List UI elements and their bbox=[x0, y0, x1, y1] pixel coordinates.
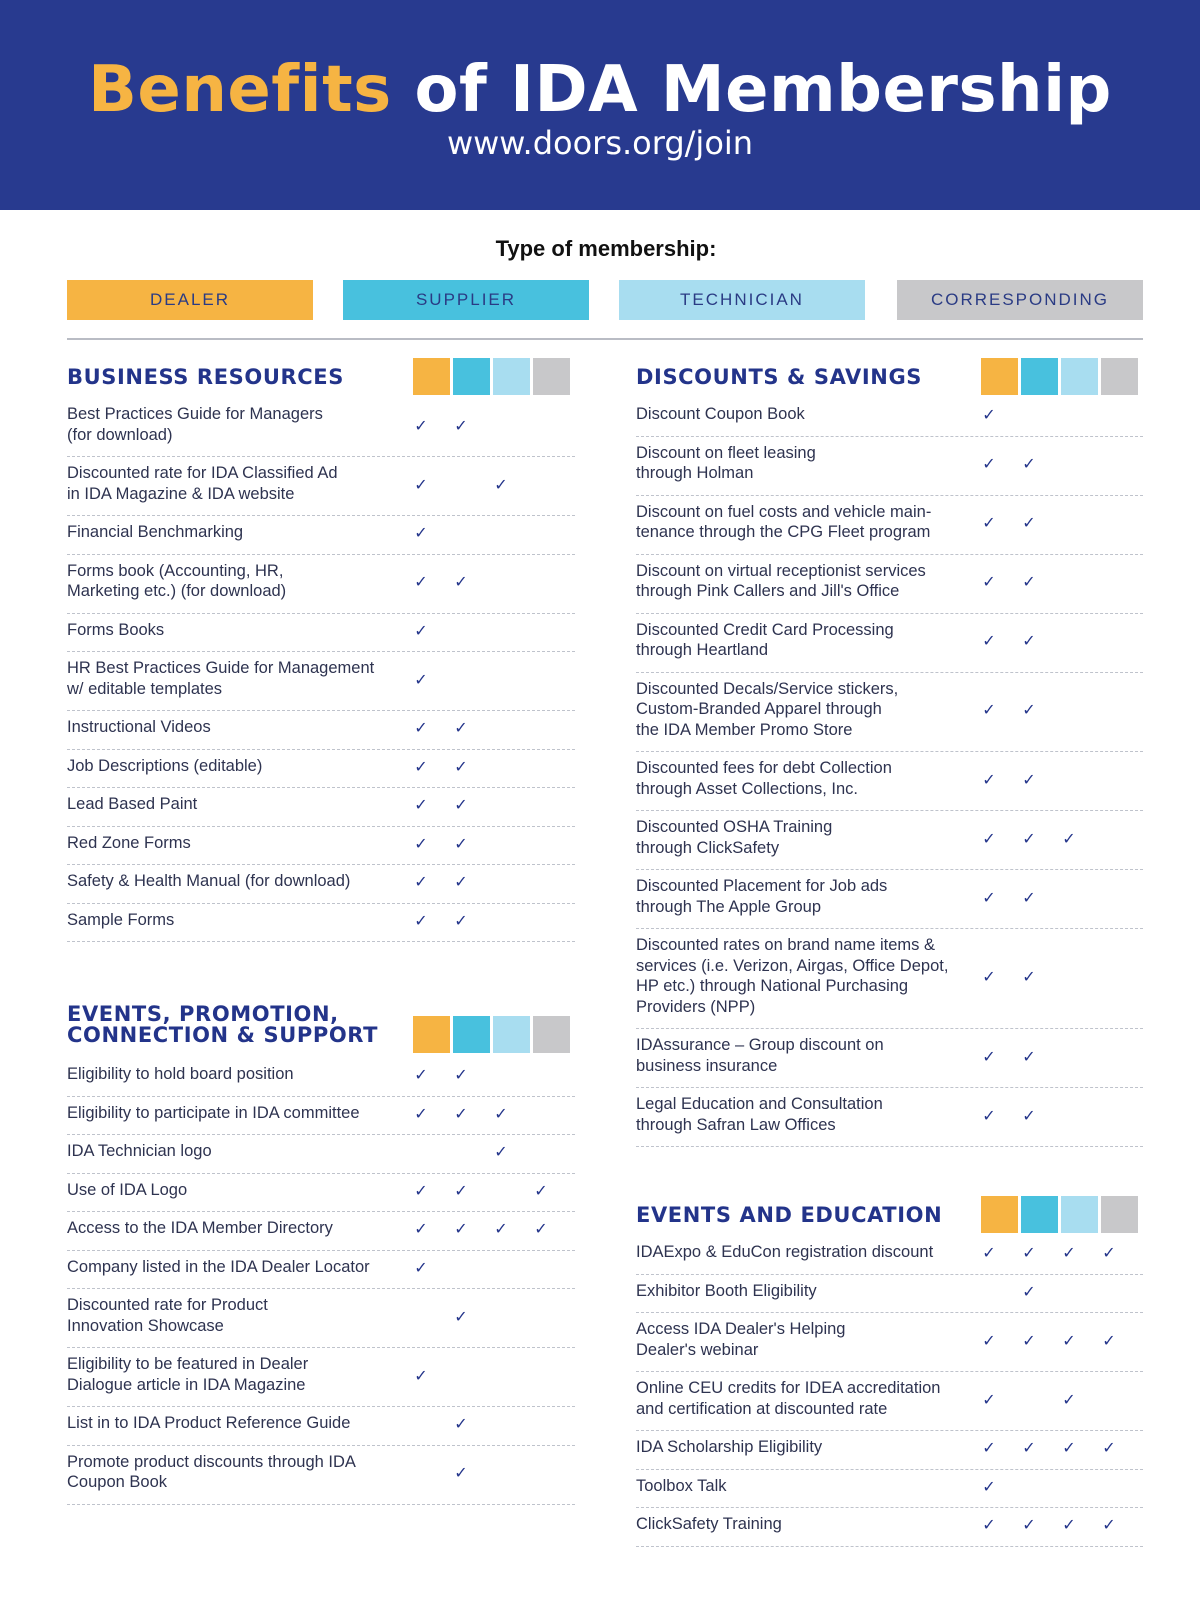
check-icon-dealer: ✓ bbox=[414, 620, 428, 640]
benefit-label: Legal Education and Consultation through Safran Law Offices bbox=[636, 1095, 883, 1134]
section-header bbox=[67, 358, 575, 398]
check-icon-supplier: ✓ bbox=[454, 1463, 468, 1482]
check-icon-supplier: ✓ bbox=[454, 833, 468, 853]
check-icon-dealer: ✓ bbox=[982, 1330, 996, 1350]
benefit-list bbox=[636, 1236, 1143, 1547]
check-icon-supplier: ✓ bbox=[1022, 967, 1036, 986]
benefit-row bbox=[636, 1029, 1143, 1088]
membership-type-legend bbox=[67, 280, 1143, 320]
check-icon-dealer: ✓ bbox=[414, 669, 428, 689]
check-icon-dealer: ✓ bbox=[982, 967, 996, 986]
check-icon-supplier: ✓ bbox=[1022, 1330, 1036, 1350]
title-rest: of IDA Membership bbox=[414, 53, 1112, 127]
benefit-row bbox=[67, 1174, 575, 1213]
check-icon-supplier: ✓ bbox=[454, 1219, 468, 1239]
swatch-dealer bbox=[413, 358, 450, 395]
check-icon-supplier: ✓ bbox=[1022, 769, 1036, 789]
benefit-row bbox=[636, 496, 1143, 555]
swatch-corresponding bbox=[533, 1016, 570, 1053]
benefit-row bbox=[636, 614, 1143, 673]
benefit-list bbox=[636, 398, 1143, 1147]
benefit-label: Discount Coupon Book bbox=[636, 405, 805, 423]
check-icon-supplier: ✓ bbox=[454, 1180, 468, 1200]
benefit-label: Job Descriptions (editable) bbox=[67, 756, 263, 775]
check-icon-dealer: ✓ bbox=[982, 1243, 996, 1263]
check-icon-corresponding: ✓ bbox=[1102, 1330, 1116, 1350]
benefit-label: Forms book (Accounting, HR, Marketing etc.) (for download) bbox=[67, 561, 287, 600]
color-swatches bbox=[413, 358, 573, 395]
check-icon-supplier: ✓ bbox=[1022, 1515, 1036, 1535]
benefit-row bbox=[67, 827, 575, 866]
check-icon-supplier: ✓ bbox=[1022, 1281, 1036, 1301]
check-icon-supplier: ✓ bbox=[454, 1414, 468, 1434]
legend-divider bbox=[67, 338, 1143, 340]
benefit-row bbox=[67, 1348, 575, 1407]
benefit-row bbox=[67, 1446, 575, 1505]
section-header bbox=[636, 1196, 1143, 1236]
benefit-label: Eligibility to hold board position bbox=[67, 1065, 294, 1083]
check-icon-supplier: ✓ bbox=[454, 1103, 468, 1123]
benefit-label: Discount on fleet leasing through Holman bbox=[636, 443, 816, 482]
benefit-row bbox=[636, 398, 1143, 437]
benefit-row bbox=[67, 457, 575, 516]
benefit-label: Online CEU credits for IDEA accreditation and certification at discounted rate bbox=[636, 1379, 941, 1418]
check-icon-supplier: ✓ bbox=[1022, 513, 1036, 532]
benefit-row bbox=[67, 750, 575, 789]
section-events-promotion bbox=[67, 1002, 575, 1505]
swatch-supplier bbox=[453, 358, 490, 395]
benefit-label: Financial Benchmarking bbox=[67, 523, 244, 541]
join-url-link[interactable]: www.doors.org/join bbox=[446, 124, 754, 162]
color-swatches bbox=[413, 1016, 573, 1053]
header-banner bbox=[0, 0, 1200, 210]
benefit-row bbox=[67, 1289, 575, 1348]
swatch-dealer bbox=[981, 1196, 1018, 1233]
benefit-row bbox=[636, 1470, 1143, 1509]
section-title: EVENTS AND EDUCATION bbox=[636, 1203, 943, 1227]
check-icon-dealer: ✓ bbox=[982, 1476, 996, 1496]
benefit-label: Discounted OSHA Training through ClickSafety bbox=[636, 818, 833, 857]
check-icon-supplier: ✓ bbox=[454, 910, 468, 930]
benefit-row bbox=[67, 614, 575, 653]
check-icon-supplier: ✓ bbox=[1022, 1243, 1036, 1263]
benefit-label: Discounted rate for Product Innovation Showcase bbox=[67, 1296, 268, 1335]
benefit-row bbox=[636, 1508, 1143, 1547]
check-icon-dealer: ✓ bbox=[982, 769, 996, 789]
benefit-label: Company listed in the IDA Dealer Locator bbox=[67, 1257, 370, 1276]
check-icon-dealer: ✓ bbox=[982, 454, 996, 473]
legend-corresponding bbox=[897, 280, 1143, 320]
benefit-row bbox=[636, 929, 1143, 1029]
benefit-row bbox=[636, 673, 1143, 753]
check-icon-supplier: ✓ bbox=[454, 795, 468, 815]
check-icon-corresponding: ✓ bbox=[1102, 1438, 1116, 1458]
page-title bbox=[0, 52, 1200, 128]
check-icon-dealer: ✓ bbox=[414, 523, 428, 543]
benefit-label: List in to IDA Product Reference Guide bbox=[67, 1414, 351, 1432]
check-icon-supplier: ✓ bbox=[1022, 572, 1036, 591]
benefit-label: Discounted Credit Card Processing through Heartland bbox=[636, 620, 894, 659]
benefit-row bbox=[636, 1236, 1143, 1275]
check-icon-dealer: ✓ bbox=[982, 405, 996, 425]
benefit-label: Discount on virtual receptionist services through Pink Callers and Jill's Office bbox=[636, 561, 926, 600]
check-icon-supplier: ✓ bbox=[1022, 1105, 1036, 1125]
benefit-label: Sample Forms bbox=[67, 910, 175, 929]
benefit-list bbox=[67, 1058, 575, 1505]
check-icon-supplier: ✓ bbox=[1022, 1046, 1036, 1066]
check-icon-corresponding: ✓ bbox=[534, 1180, 548, 1200]
check-icon-technician: ✓ bbox=[494, 1219, 508, 1239]
benefit-label: Red Zone Forms bbox=[67, 833, 191, 852]
benefit-row bbox=[67, 555, 575, 614]
check-icon-dealer: ✓ bbox=[414, 474, 428, 494]
check-icon-dealer: ✓ bbox=[982, 1105, 996, 1125]
benefit-label: Discounted rate for IDA Classified Ad in IDA Magazine & IDA website bbox=[67, 464, 338, 503]
benefit-label: Discount on fuel costs and vehicle main- tenance through the CPG Fleet program bbox=[636, 502, 932, 541]
check-icon-technician: ✓ bbox=[494, 1142, 508, 1162]
check-icon-dealer: ✓ bbox=[414, 1257, 428, 1277]
title-accent: Benefits bbox=[88, 53, 392, 127]
benefit-label: Toolbox Talk bbox=[636, 1476, 727, 1495]
benefit-label: IDA Technician logo bbox=[67, 1142, 212, 1160]
benefit-row bbox=[67, 788, 575, 827]
benefit-label: Eligibility to be featured in Dealer Dialogue article in IDA Magazine bbox=[67, 1355, 309, 1394]
check-icon-technician: ✓ bbox=[1062, 1330, 1076, 1350]
section-header bbox=[636, 358, 1143, 398]
check-icon-dealer: ✓ bbox=[414, 910, 428, 930]
color-swatches bbox=[981, 358, 1141, 395]
benefit-row bbox=[636, 1275, 1143, 1314]
benefit-label: IDAExpo & EduCon registration discount bbox=[636, 1243, 934, 1261]
check-icon-supplier: ✓ bbox=[454, 872, 468, 892]
check-icon-dealer: ✓ bbox=[982, 1438, 996, 1458]
check-icon-dealer: ✓ bbox=[982, 887, 996, 907]
benefit-label: IDA Scholarship Eligibility bbox=[636, 1438, 823, 1456]
benefit-label: IDAssurance – Group discount on business insurance bbox=[636, 1036, 884, 1075]
legend-corresponding-label: CORRESPONDING bbox=[930, 290, 1110, 309]
benefit-label: Safety & Health Manual (for download) bbox=[67, 872, 351, 890]
check-icon-dealer: ✓ bbox=[414, 756, 428, 776]
benefit-row bbox=[67, 1135, 575, 1174]
check-icon-technician: ✓ bbox=[1062, 1515, 1076, 1535]
benefit-row bbox=[67, 1407, 575, 1446]
swatch-supplier bbox=[453, 1016, 490, 1053]
check-icon-supplier: ✓ bbox=[454, 756, 468, 776]
benefit-label: Discounted fees for debt Collection through Asset Collections, Inc. bbox=[636, 759, 892, 798]
benefit-row bbox=[636, 1313, 1143, 1372]
benefit-row bbox=[636, 437, 1143, 496]
membership-type-heading: Type of membership: bbox=[495, 236, 717, 261]
check-icon-supplier: ✓ bbox=[1022, 828, 1036, 848]
check-icon-supplier: ✓ bbox=[1022, 887, 1036, 907]
check-icon-dealer: ✓ bbox=[982, 631, 996, 650]
check-icon-supplier: ✓ bbox=[1022, 1438, 1036, 1458]
color-swatches bbox=[981, 1196, 1141, 1233]
check-icon-dealer: ✓ bbox=[982, 572, 996, 591]
swatch-supplier bbox=[1021, 358, 1058, 395]
benefit-label: ClickSafety Training bbox=[636, 1515, 782, 1533]
check-icon-supplier: ✓ bbox=[1022, 631, 1036, 650]
section-title: BUSINESS RESOURCES bbox=[67, 365, 344, 389]
benefit-row bbox=[67, 1251, 575, 1290]
benefit-label: Promote product discounts through IDA Coupon Book bbox=[67, 1452, 356, 1491]
benefit-label: Instructional Videos bbox=[67, 718, 211, 736]
check-icon-supplier: ✓ bbox=[1022, 454, 1036, 473]
benefit-row bbox=[67, 711, 575, 750]
swatch-dealer bbox=[413, 1016, 450, 1053]
check-icon-technician: ✓ bbox=[494, 474, 508, 494]
check-icon-dealer: ✓ bbox=[982, 700, 996, 720]
benefit-label: Forms Books bbox=[67, 620, 165, 639]
check-icon-supplier: ✓ bbox=[454, 1065, 468, 1085]
benefit-label: Best Practices Guide for Managers (for download) bbox=[67, 405, 323, 444]
check-icon-corresponding: ✓ bbox=[1102, 1515, 1116, 1535]
section-title: DISCOUNTS & SAVINGS bbox=[636, 365, 922, 389]
check-icon-dealer: ✓ bbox=[982, 1389, 996, 1409]
check-icon-supplier: ✓ bbox=[454, 415, 468, 435]
check-icon-technician: ✓ bbox=[1062, 828, 1076, 848]
legend-technician bbox=[619, 280, 865, 320]
benefit-label: HR Best Practices Guide for Management w/ editable templates bbox=[67, 659, 375, 698]
check-icon-dealer: ✓ bbox=[414, 1065, 428, 1085]
check-icon-supplier: ✓ bbox=[454, 572, 468, 591]
swatch-supplier bbox=[1021, 1196, 1058, 1233]
check-icon-supplier: ✓ bbox=[454, 1306, 468, 1326]
check-icon-corresponding: ✓ bbox=[534, 1219, 548, 1239]
benefit-row bbox=[67, 1097, 575, 1136]
benefit-label: Discounted Decals/Service stickers, Custom-Branded Apparel through the IDA Member Promo Store bbox=[636, 679, 899, 739]
swatch-technician bbox=[1061, 1196, 1098, 1233]
check-icon-supplier: ✓ bbox=[454, 718, 468, 738]
benefit-label: Access IDA Dealer's Helping Dealer's webinar bbox=[636, 1320, 846, 1359]
check-icon-dealer: ✓ bbox=[982, 513, 996, 532]
legend-dealer-label: DEALER bbox=[149, 290, 231, 309]
benefit-row bbox=[67, 516, 575, 555]
benefit-list bbox=[67, 398, 575, 942]
check-icon-dealer: ✓ bbox=[414, 795, 428, 815]
section-header bbox=[67, 1002, 575, 1058]
check-icon-dealer: ✓ bbox=[414, 1180, 428, 1200]
check-icon-technician: ✓ bbox=[1062, 1438, 1076, 1458]
check-icon-dealer: ✓ bbox=[982, 1515, 996, 1535]
legend-supplier bbox=[343, 280, 589, 320]
check-icon-dealer: ✓ bbox=[982, 1046, 996, 1066]
benefit-row bbox=[67, 865, 575, 904]
benefit-row bbox=[636, 870, 1143, 929]
check-icon-dealer: ✓ bbox=[414, 415, 428, 435]
section-business-resources bbox=[67, 358, 575, 942]
check-icon-dealer: ✓ bbox=[982, 828, 996, 848]
benefit-row bbox=[67, 652, 575, 711]
benefit-label: Lead Based Paint bbox=[67, 795, 198, 813]
check-icon-dealer: ✓ bbox=[414, 1365, 428, 1385]
benefit-label: Eligibility to participate in IDA committee bbox=[67, 1103, 360, 1122]
benefit-label: Access to the IDA Member Directory bbox=[67, 1219, 333, 1237]
check-icon-dealer: ✓ bbox=[414, 1219, 428, 1239]
check-icon-supplier: ✓ bbox=[1022, 700, 1036, 720]
swatch-technician bbox=[493, 1016, 530, 1053]
swatch-technician bbox=[493, 358, 530, 395]
benefit-row bbox=[636, 811, 1143, 870]
benefit-label: Exhibitor Booth Eligibility bbox=[636, 1281, 817, 1300]
check-icon-dealer: ✓ bbox=[414, 572, 428, 591]
benefit-label: Discounted Placement for Job ads through The Apple Group bbox=[636, 877, 888, 916]
benefit-row bbox=[636, 1431, 1143, 1470]
benefit-row bbox=[636, 1372, 1143, 1431]
swatch-dealer bbox=[981, 358, 1018, 395]
check-icon-dealer: ✓ bbox=[414, 833, 428, 853]
swatch-corresponding bbox=[1101, 358, 1138, 395]
benefit-row bbox=[67, 1058, 575, 1097]
benefit-label: Discounted rates on brand name items & services (i.e. Verizon, Airgas, Office Depot, HP etc.) through National Purchasing Providers (NPP) bbox=[636, 936, 949, 1016]
legend-technician-label: TECHNICIAN bbox=[680, 290, 804, 309]
benefit-row bbox=[636, 555, 1143, 614]
check-icon-dealer: ✓ bbox=[414, 718, 428, 738]
benefit-row bbox=[636, 1088, 1143, 1147]
check-icon-technician: ✓ bbox=[1062, 1389, 1076, 1409]
benefit-row bbox=[636, 752, 1143, 811]
swatch-corresponding bbox=[533, 358, 570, 395]
swatch-technician bbox=[1061, 358, 1098, 395]
benefit-row bbox=[67, 398, 575, 457]
benefit-row bbox=[67, 1212, 575, 1251]
section-title: EVENTS, PROMOTION, CONNECTION & SUPPORT bbox=[67, 1002, 379, 1047]
legend-dealer bbox=[67, 280, 313, 320]
check-icon-dealer: ✓ bbox=[414, 872, 428, 892]
section-events-education bbox=[636, 1196, 1143, 1547]
check-icon-technician: ✓ bbox=[494, 1103, 508, 1123]
check-icon-technician: ✓ bbox=[1062, 1243, 1076, 1263]
benefit-row bbox=[67, 904, 575, 943]
check-icon-corresponding: ✓ bbox=[1102, 1243, 1116, 1263]
benefit-label: Use of IDA Logo bbox=[67, 1180, 188, 1199]
check-icon-dealer: ✓ bbox=[414, 1103, 428, 1123]
section-discounts-savings bbox=[636, 358, 1143, 1147]
legend-supplier-label: SUPPLIER bbox=[415, 290, 517, 309]
swatch-corresponding bbox=[1101, 1196, 1138, 1233]
